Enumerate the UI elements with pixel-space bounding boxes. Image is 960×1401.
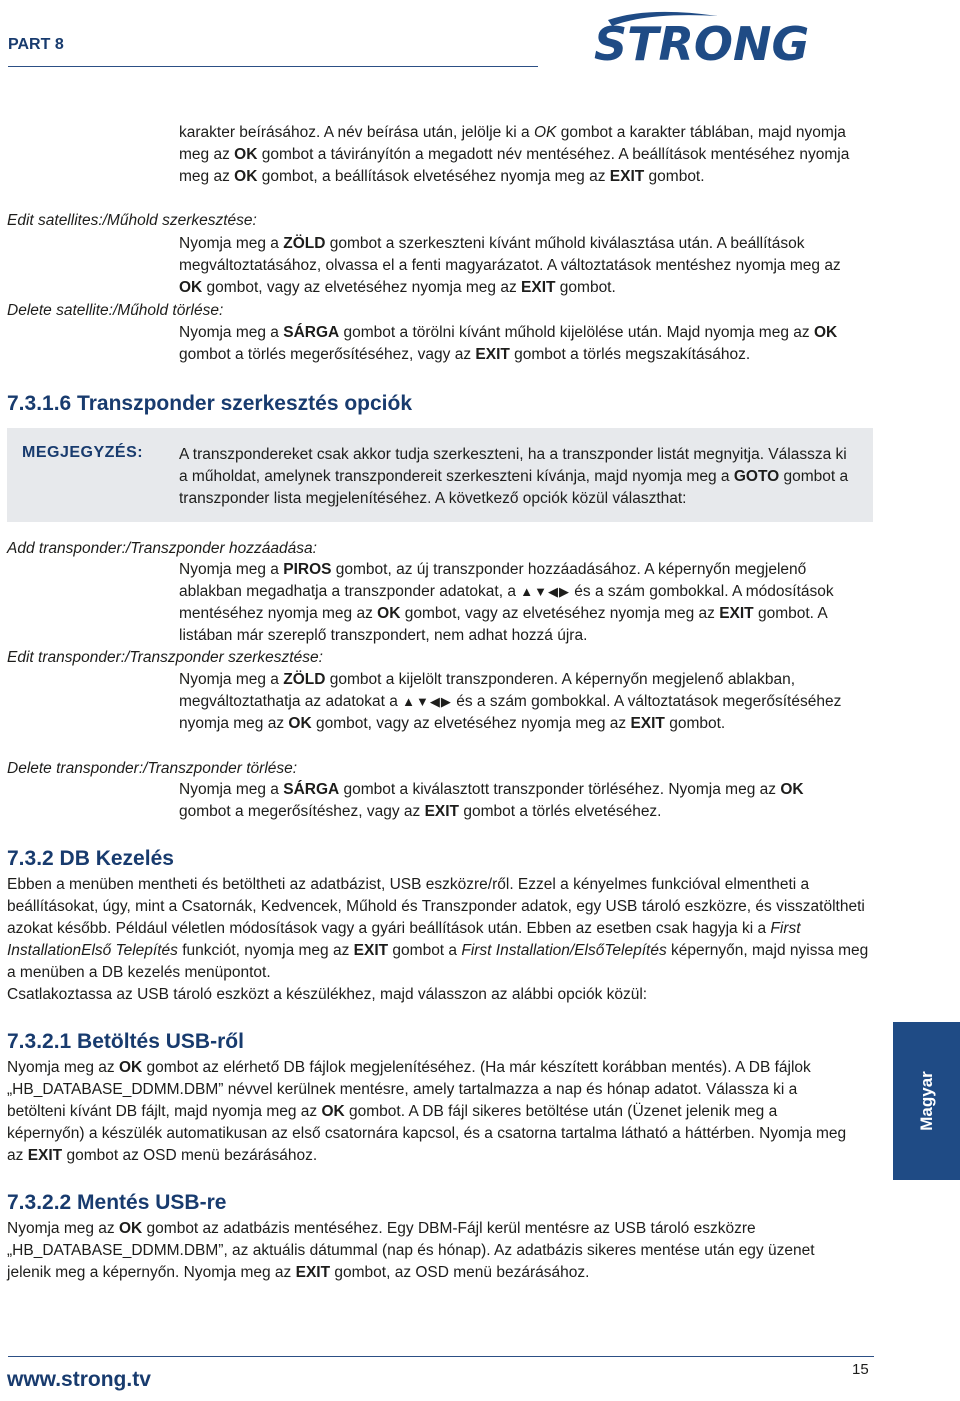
language-side-tab: Magyar <box>893 1022 960 1180</box>
edit-satellites-label: Edit satellites:/Műhold szerkesztése: <box>7 212 257 229</box>
note-text: A transzpondereket csak akkor tudja szerkeszteni, ha a transzponder listát megnyitja. Válassza ki a műholdat, amelynek transzpondereit szerkeszteni kívánja, majd nyomja meg a GOTO gombot a transzponder lista megjelenítéséhez. A következő opciók közül választhat: <box>179 446 849 507</box>
arrow-keys-icon: ▲▼◀▶ <box>520 584 570 599</box>
section-heading-7322: 7.3.2.2 Mentés USB-re <box>7 1191 227 1214</box>
add-transponder-label: Add transponder:/Transzponder hozzáadása: <box>7 540 317 557</box>
section-heading-732: 7.3.2 DB Kezelés <box>7 847 174 870</box>
section-heading-7321: 7.3.2.1 Betöltés USB-ről <box>7 1030 244 1053</box>
edit-transponder-text: Nyomja meg a ZÖLD gombot a kijelölt transzponderen. A képernyőn megjelenő ablakban, megváltoztathatja az adatokat a ▲▼◀▶ és a szám gombokkal. A változtatások megerősítéséhez nyomja meg az OK gombot, vagy az elvetéséhez nyomja meg az EXIT gombot. <box>179 671 842 732</box>
add-transponder-text: Nyomja meg a PIROS gombot, az új transzponder hozzáadásához. A képernyőn megjelenő ablakban megadhatja a transzponder adatokat, a ▲▼◀▶ és a szám gombokkal. A módosítások mentéséhez nyomja meg az OK gombot, vagy az elvetéséhez nyomja meg az EXIT gombot. A listában már szereplő transzpondert, nem adhat hozzá újra. <box>179 561 834 644</box>
load-paragraph: Nyomja meg az OK gombot az elérhető DB fájlok megjelenítéséhez. (Ha már készített korábban mentés). A DB fájlok „HB_DATABASE_DDMM.DBM” névvel kerülnek mentésre, amely tartalmazza a nap és hónap adatot. Válassza ki a betölteni kívánt DB fájlt, majd nyomja meg az OK gombot. A DB fájl sikeres betöltése után (Üzenet jelenik meg a képernyőn) a készülék automatikusan az első csatornára kapcsol, és a csatorna tartalma látható a háttérben. Nyomja meg az EXIT gombot az OSD menü bezárásához. <box>7 1059 847 1164</box>
delete-satellite-text: Nyomja meg a SÁRGA gombot a törölni kívánt műhold kijelölése után. Majd nyomja meg az OK gombot a törlés megerősítéséhez, vagy az EXIT gombot a törlés megszakításához. <box>179 324 838 363</box>
continuation-paragraph: karakter beírásához. A név beírása után, jelölje ki a OK gombot a karakter táblában, majd nyomja meg az OK gombot a távirányítón a megadott név mentéséhez. A beállítások mentéséhez nyomja meg az OK gombot, a beállítások elvetéséhez nyomja meg az EXIT gombot. <box>179 124 850 185</box>
note-label: MEGJEGYZÉS: <box>22 444 144 461</box>
logo-text: STRONG <box>594 17 810 66</box>
footer-website-link[interactable]: www.strong.tv <box>7 1368 151 1391</box>
edit-satellites-text: Nyomja meg a ZÖLD gombot a szerkeszteni kívánt műhold kiválasztása után. A beállítások megváltoztatásához, olvassa el a fenti magyarázatot. A változtatások mentéshez nyomja meg az OK gombot, vagy az elvetéséhez nyomja meg az EXIT gombot. <box>179 235 841 296</box>
strong-logo <box>588 8 878 66</box>
header-divider <box>8 66 538 67</box>
footer-divider <box>8 1356 874 1357</box>
part-label: PART 8 <box>8 36 64 53</box>
delete-transponder-label: Delete transponder:/Transzponder törlése: <box>7 760 298 777</box>
section-heading-7316: 7.3.1.6 Transzponder szerkesztés opciók <box>7 392 413 415</box>
delete-transponder-text: Nyomja meg a SÁRGA gombot a kiválasztott transzponder törléséhez. Nyomja meg az OK gombot a megerősítéshez, vagy az EXIT gombot a törlés elvetéséhez. <box>179 781 804 820</box>
edit-transponder-label: Edit transponder:/Transzponder szerkesztése: <box>7 649 323 666</box>
db-connect-paragraph: Csatlakoztassa az USB tároló eszközt a készülékhez, majd válasszon az alábbi opciók közül: <box>7 986 648 1003</box>
save-paragraph: Nyomja meg az OK gombot az adatbázis mentéséhez. Egy DBM-Fájl kerül mentésre az USB tároló eszközre „HB_DATABASE_DDMM.DBM”, az aktuális dátummal (nap és hónap). Az adatbázis sikeres mentése után egy üzenet jelenik meg a képernyőn. Nyomja meg az EXIT gombot, az OSD menü bezárásához. <box>7 1220 815 1281</box>
delete-satellite-label: Delete satellite:/Műhold törlése: <box>7 302 224 319</box>
db-paragraph: Ebben a menüben mentheti és betöltheti az adatbázist, USB eszközre/ről. Ezzel a kényelmes funkcióval elmentheti a beállításokat, úgy, mint a Csatornák, Kedvencek, Műhold és Transzponder adatok, egy USB tároló eszközre, és visszatöltheti azokat később. Például véletlen módosítások vagy a gyári beállítások után. Ebben az esetben csak hagyja ki a First InstallationElső Telepítés funkciót, nyomja meg az EXIT gombot a First Installation/ElsőTelepítés képernyőn, majd nyissa meg a menüben a DB kezelés menüpontot. <box>7 876 869 981</box>
arrow-keys-icon: ▲▼◀▶ <box>402 694 452 709</box>
page-number: 15 <box>852 1361 869 1378</box>
